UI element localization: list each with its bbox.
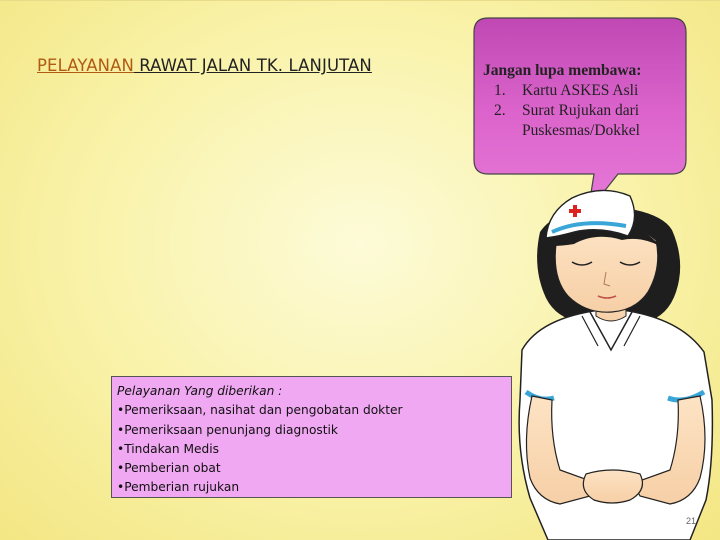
nurse-illustration <box>519 190 712 540</box>
bubble-item-number: 2. <box>494 102 506 119</box>
bubble-heading: Jangan lupa membawa: <box>483 62 642 79</box>
services-list-item: •Pemeriksaan penunjang diagnostik <box>117 422 338 437</box>
bubble-list-item <box>476 101 676 141</box>
bubble-item-number: 1. <box>494 82 506 99</box>
bubble-item-text: Surat Rujukan dari Puskesmas/Dokkel <box>522 102 640 139</box>
services-list-item: •Pemeriksaan, nasihat dan pengobatan dokter <box>117 403 403 418</box>
title-rest: RAWAT JALAN TK. LANJUTAN <box>133 56 372 75</box>
bubble-item-text: Kartu ASKES Asli <box>522 82 639 99</box>
bubble-text <box>476 61 676 141</box>
page-number: 21 <box>686 516 697 526</box>
services-list-item: •Tindakan Medis <box>117 441 219 456</box>
services-list-item: •Pemberian obat <box>117 461 221 476</box>
services-heading: Pelayanan Yang diberikan : <box>117 384 283 398</box>
services-list-item: •Pemberian rujukan <box>117 480 240 495</box>
services-box <box>111 376 512 498</box>
bubble-list-item <box>476 81 676 101</box>
title-word-pelayanan: PELAYANAN <box>37 56 134 75</box>
